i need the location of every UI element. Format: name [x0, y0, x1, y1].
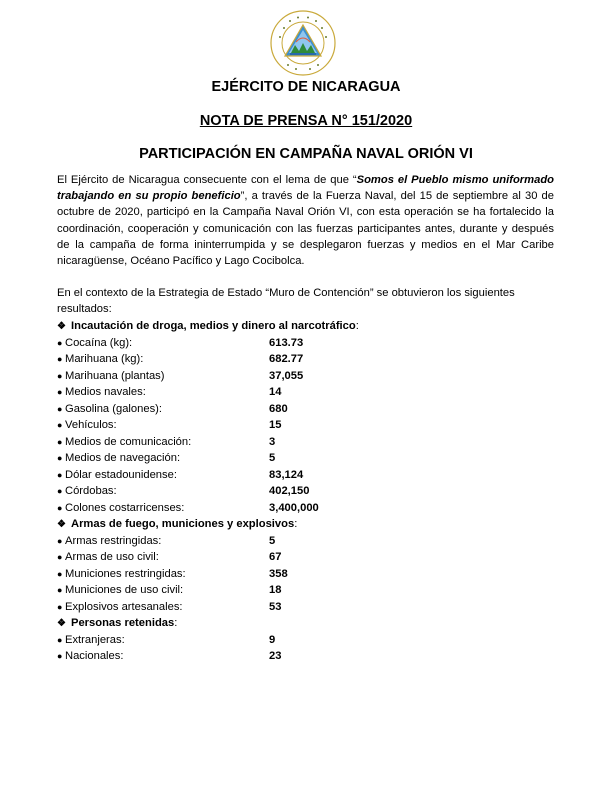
bullet-icon: ● — [57, 387, 63, 397]
intro-text-rest: ”, a través de la Fuerza Naval, del 15 de septiembre al 30 de octubre de 2020, participó en la Campaña Naval Orión VI, con esta operación se ha fortalecido la coordinación, cooperación y comunicación con las fuerzas participantes antes, durante y después de la campaña de forma ininterrumpida y se desplegaron fuerzas y medios en el Mar Caribe nicaragüense, Océano Pacífico y Lago Cocibolca. — [57, 190, 554, 268]
item-label: Extranjeras: — [65, 633, 125, 646]
item-value: 18 — [269, 584, 282, 596]
item-label: Marihuana (plantas) — [65, 369, 165, 382]
document-title: PARTICIPACIÓN EN CAMPAÑA NAVAL ORIÓN VI — [139, 146, 473, 162]
item-value: 682.77 — [269, 353, 304, 365]
section-heading: ❖ Personas retenidas: — [57, 615, 557, 632]
item-label: Armas restringidas: — [65, 534, 162, 547]
bullet-icon: ● — [57, 601, 63, 612]
item-label: Vehículos: — [65, 419, 117, 431]
diamond-bullet-icon: ❖ — [57, 321, 66, 332]
bullet-icon: ● — [57, 535, 63, 546]
result-item — [57, 417, 557, 434]
result-item — [57, 500, 557, 517]
item-label: Municiones restringidas: — [65, 567, 186, 580]
item-label: Nacionales: — [65, 650, 124, 662]
press-note-number: NOTA DE PRENSA N° 151/2020 — [199, 113, 413, 129]
bullet-icon: ● — [57, 651, 63, 661]
bullet-icon: ● — [57, 453, 63, 463]
national-seal-logo — [270, 10, 336, 76]
result-item — [57, 582, 557, 599]
item-value: 3 — [269, 435, 276, 448]
result-item — [57, 549, 557, 566]
item-label: Medios navales: — [65, 386, 146, 398]
section-title: Personas retenidas — [71, 617, 175, 629]
result-item — [57, 599, 557, 616]
item-label: Dólar estadounidense: — [65, 468, 177, 481]
item-label: Medios de comunicación: — [65, 435, 192, 448]
bullet-icon: ● — [57, 552, 63, 562]
item-value: 67 — [269, 551, 282, 563]
bullet-icon: ● — [57, 502, 63, 513]
result-item — [57, 632, 557, 649]
result-item — [57, 450, 557, 467]
results-list — [57, 318, 557, 665]
motto-text: Somos el Pueblo mismo uniformado trabajando en su propio beneficio — [57, 174, 554, 203]
item-value: 53 — [269, 600, 282, 613]
diamond-bullet-icon: ❖ — [57, 618, 66, 629]
intro-text-start: El Ejército de Nicaragua consecuente con el lema de que “ — [57, 174, 357, 186]
result-item — [57, 384, 557, 401]
item-label: Colones costarricenses: — [65, 501, 185, 514]
bullet-icon: ● — [57, 486, 63, 496]
item-value: 5 — [269, 534, 276, 547]
organization-name: EJÉRCITO DE NICARAGUA — [211, 79, 401, 95]
item-value: 613.73 — [269, 336, 304, 349]
bullet-icon: ● — [57, 469, 63, 480]
result-item — [57, 368, 557, 385]
item-value: 402,150 — [269, 485, 310, 497]
bullet-icon: ● — [57, 354, 63, 364]
item-label: Medios de navegación: — [65, 452, 181, 464]
bullet-icon: ● — [57, 420, 63, 430]
item-label: Explosivos artesanales: — [65, 600, 183, 613]
result-item — [57, 467, 557, 484]
item-value: 680 — [269, 402, 288, 415]
result-item — [57, 335, 557, 352]
bullet-icon: ● — [57, 568, 63, 579]
bullet-icon: ● — [57, 634, 63, 645]
item-label: Gasolina (galones): — [65, 402, 163, 415]
bullet-icon: ● — [57, 370, 63, 381]
item-value: 14 — [269, 386, 282, 398]
context-paragraph: En el contexto de la Estrategia de Estado “Muro de Contención” se obtuvieron los siguientes resultados: — [57, 287, 515, 316]
section-heading: ❖ Incautación de droga, medios y dinero al narcotráfico: — [57, 318, 557, 335]
item-value: 37,055 — [269, 369, 304, 382]
item-label: Córdobas: — [65, 485, 117, 497]
item-label: Marihuana (kg): — [65, 353, 144, 365]
item-value: 23 — [269, 650, 282, 662]
item-value: 3,400,000 — [269, 501, 319, 514]
section-heading: ❖ Armas de fuego, municiones y explosivos: — [57, 516, 557, 533]
bullet-icon: ● — [57, 337, 63, 348]
bullet-icon: ● — [57, 436, 63, 447]
item-label: Municiones de uso civil: — [65, 584, 184, 596]
section-title: Armas de fuego, municiones y explosivos — [71, 518, 295, 530]
item-value: 9 — [269, 633, 276, 646]
section-title: Incautación de droga, medios y dinero al narcotráfico — [71, 320, 356, 332]
bullet-icon: ● — [57, 403, 63, 414]
bullet-icon: ● — [57, 585, 63, 595]
item-value: 83,124 — [269, 468, 304, 481]
result-item — [57, 351, 557, 368]
diamond-bullet-icon: ❖ — [57, 519, 66, 530]
result-item — [57, 533, 557, 550]
intro-paragraph — [57, 172, 554, 269]
item-value: 5 — [269, 452, 276, 464]
result-item — [57, 434, 557, 451]
seal-icon — [270, 10, 336, 76]
result-item — [57, 648, 557, 665]
result-item — [57, 566, 557, 583]
result-item — [57, 401, 557, 418]
item-value: 358 — [269, 567, 288, 580]
item-label: Cocaína (kg): — [65, 336, 133, 349]
item-label: Armas de uso civil: — [65, 551, 159, 563]
item-value: 15 — [269, 419, 282, 431]
result-item — [57, 483, 557, 500]
